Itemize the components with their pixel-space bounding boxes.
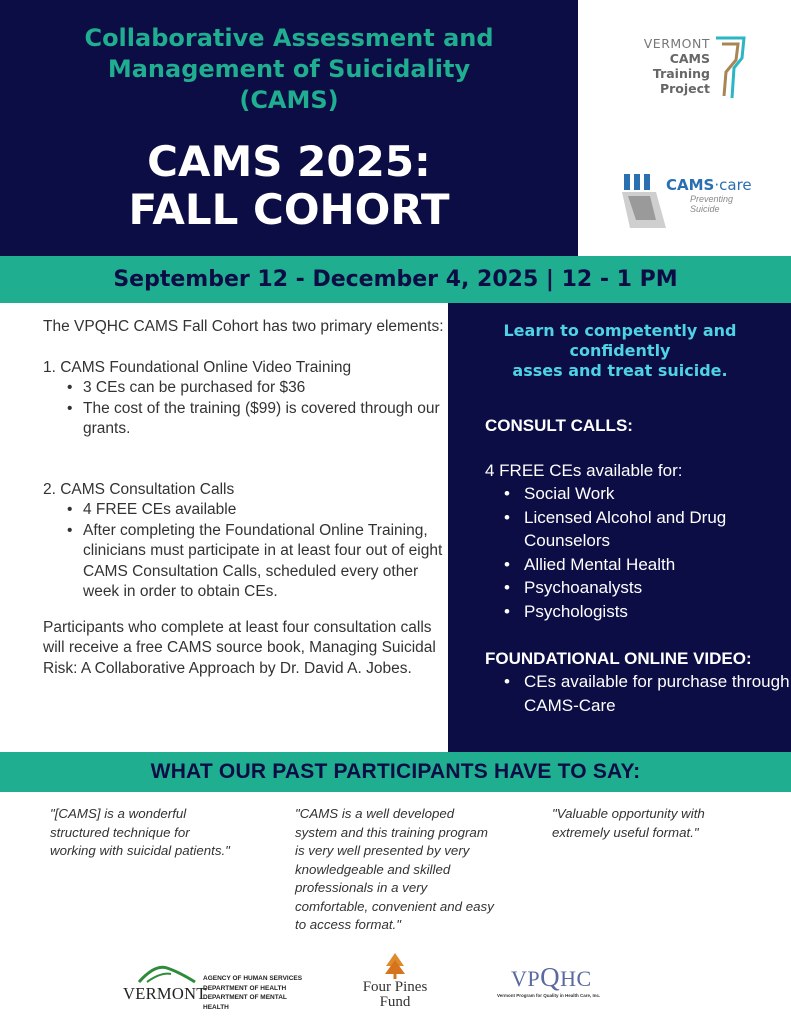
list-item: • Licensed Alcohol and Drug Counselors — [500, 506, 791, 553]
vermont-agency-logo: VERMONT AGENCY OF HUMAN SERVICES DEPARTMENT OF HEALTH DEPARTMENT OF MENTAL HEALTH — [123, 962, 303, 1007]
header-logos — [578, 0, 791, 256]
video-list — [485, 670, 791, 717]
chairs-icon — [620, 170, 668, 230]
event-dates: September 12 - December 4, 2025 | 12 - 1 PM — [113, 267, 678, 292]
pine-tree-icon — [384, 952, 406, 980]
list-item: • After completing the Foundational Online Training, clinicians must participate in at least four out of eight CAMS Consultation Calls, scheduled every other week in order to obtain CEs. — [65, 521, 448, 603]
list-item: • Psychologists — [500, 600, 791, 624]
four-pines-fund-logo: Four Pines Fund — [350, 952, 440, 1018]
item-2-list — [43, 500, 448, 603]
item-1-list — [43, 378, 448, 440]
list-item: • Social Work — [500, 482, 791, 506]
mountain-icon — [137, 962, 197, 984]
list-item: • CEs available for purchase through CAMS-Care — [500, 670, 791, 717]
program-subtitle: Collaborative Assessment and Management of Suicidality (CAMS) — [84, 24, 494, 114]
video-heading: FOUNDATIONAL ONLINE VIDEO: — [485, 649, 752, 668]
list-item: • 3 CEs can be purchased for $36 — [65, 378, 448, 399]
vermont-cams-training-project-logo: VERMONT CAMS Training Project — [622, 36, 752, 108]
testimonials-banner — [0, 752, 791, 792]
list-item: • The cost of the training ($99) is covered through our grants. — [65, 399, 448, 440]
cams-care-logo: CAMS·care Preventing Suicide — [620, 170, 760, 230]
ce-info-panel — [448, 303, 791, 752]
closing-text: Participants who complete at least four consultation calls will receive a free CAMS source book, Managing Suicidal Risk: A Collaborative Approach by Dr. David A. Jobes. — [43, 618, 436, 677]
intro-text: The VPQHC CAMS Fall Cohort has two primary elements: — [43, 318, 444, 335]
item-1-title: 1. CAMS Foundational Online Video Training — [43, 358, 352, 376]
testimonial-quote: "[CAMS] is a wonderful structured technique for working with suicidal patients." — [50, 806, 230, 858]
testimonial-quote: "Valuable opportunity with extremely useful format." — [552, 806, 705, 840]
page-title: CAMS 2025: FALL COHORT — [128, 137, 450, 234]
vpqhc-logo: VPQHC Vermont Program for Quality in Health Care, Inc. — [497, 962, 601, 998]
date-banner — [0, 256, 791, 303]
program-description — [0, 303, 448, 752]
testimonial-quote: "CAMS is a well developed system and this training program is very well presented by very knowledgeable and skilled professionals in a very comfortable, convenient and easy to access format." — [295, 806, 494, 932]
testimonials-heading: WHAT OUR PAST PARTICIPANTS HAVE TO SAY: — [150, 760, 641, 783]
learn-tagline: Learn to competently and confidently asses and treat suicide. — [503, 321, 737, 380]
header-banner — [0, 0, 578, 256]
list-item: • Allied Mental Health — [500, 553, 791, 577]
consult-calls-heading: CONSULT CALLS: — [485, 416, 633, 435]
list-item: • 4 FREE CEs available — [65, 500, 448, 521]
consult-list — [485, 482, 791, 623]
consult-intro: 4 FREE CEs available for: — [485, 461, 683, 480]
list-item: • Psychoanalysts — [500, 576, 791, 600]
item-2-title: 2. CAMS Consultation Calls — [43, 480, 235, 498]
vermont-shape-icon — [714, 36, 748, 100]
